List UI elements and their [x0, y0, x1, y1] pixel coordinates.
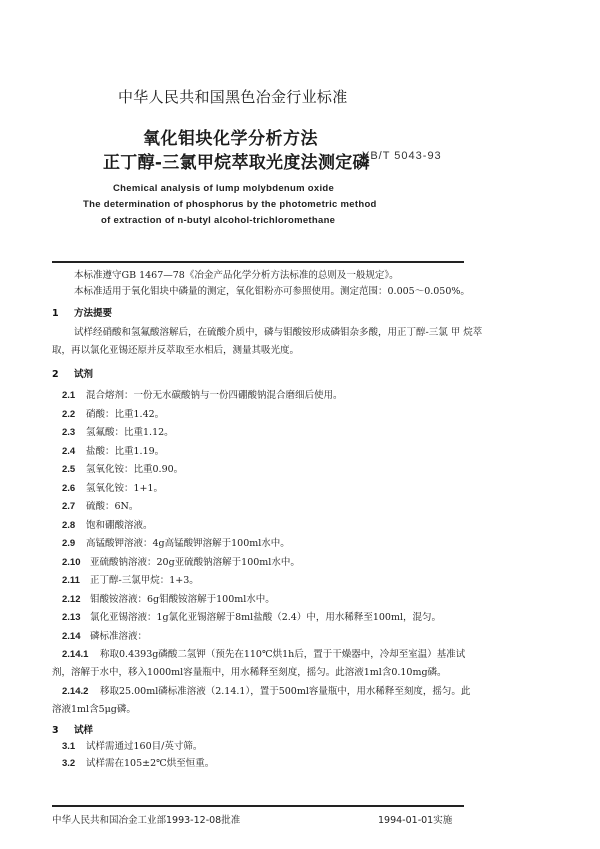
reagent-item: 2.5 氢氧化铵：比重0.90。	[62, 464, 184, 475]
section-number: 3	[52, 725, 59, 736]
reagent-item: 2.1 混合熔剂：一份无水碳酸钠与一份四硼酸钠混合磨细后使用。	[62, 390, 343, 401]
title-en-line2: The determination of phosphorus by the photometric method	[83, 199, 377, 210]
reagent-item: 2.14 磷标准溶液：	[62, 631, 148, 642]
section-title: 方法提要	[73, 308, 112, 319]
reagent-item: 2.13 氯化亚锡溶液：1g氯化亚锡溶解于8ml盐酸（2.4）中，用水稀释至100ml，混匀。	[62, 612, 442, 623]
reagent-item: 2.3 氢氟酸：比重1.12。	[62, 427, 174, 438]
reagent-subitem-line1: 2.14.1 称取0.4393g磷酸二氢钾（预先在110℃烘1h后，置于干燥器中，冷却至室温）基准试	[62, 649, 466, 660]
intro-line2: 本标准适用于氧化钼块中磷量的测定，氧化钼粉亦可参照使用。测定范围：0.005～0.050%。	[74, 286, 470, 297]
reagent-subitem-line1: 2.14.2 移取25.00ml磷标准溶液（2.14.1），置于500ml容量瓶中，用水稀释至刻度，摇匀。此	[62, 686, 471, 697]
reagent-item: 2.8 饱和硼酸溶液。	[62, 520, 153, 531]
reagent-item: 2.7 硫酸：6N。	[62, 501, 139, 512]
reagent-item: 2.12 钼酸铵溶液：6g钼酸铵溶解于100ml水中。	[62, 594, 275, 605]
title-cn-line2: 正丁醇-三氯甲烷萃取光度法测定磷	[103, 153, 370, 173]
standard-code: YB/T 5043-93	[362, 150, 442, 162]
section-number: 1	[52, 308, 59, 319]
footer-divider	[52, 805, 464, 807]
header-divider	[52, 261, 464, 263]
reagent-item: 2.4 盐酸：比重1.19。	[62, 446, 165, 457]
implementation-date: 1994-01-01实施	[378, 815, 453, 826]
title-en-line1: Chemical analysis of lump molybdenum oxide	[113, 183, 335, 194]
approval-note: 中华人民共和国冶金工业部1993-12-08批准	[52, 815, 241, 826]
section-2-heading	[52, 366, 93, 380]
reagent-item: 2.11 正丁醇-三氯甲烷：1+3。	[62, 575, 199, 586]
issuer-heading: 中华人民共和国黑色冶金行业标准	[118, 88, 348, 106]
sample-item: 3.1 试样需通过160目/英寸筛。	[62, 741, 203, 752]
section-number: 2	[52, 369, 59, 380]
section-title: 试样	[73, 725, 93, 736]
section-1-para-line1: 试样经硝酸和氢氟酸溶解后，在硫酸介质中，磷与钼酸铵形成磷钼杂多酸，用正丁醇-三氯 甲 烷萃	[74, 327, 483, 338]
title-cn-line1: 氧化钼块化学分析方法	[143, 129, 318, 149]
reagent-item: 2.9 高锰酸钾溶液：4g高锰酸钾溶解于100ml水中。	[62, 538, 290, 549]
reagent-item: 2.2 硝酸：比重1.42。	[62, 409, 165, 420]
reagent-item: 2.6 氢氧化铵：1+1。	[62, 483, 164, 494]
sample-item: 3.2 试样需在105±2℃烘至恒重。	[62, 758, 215, 769]
section-3-heading	[52, 722, 93, 736]
intro-line1: 本标准遵守GB 1467—78《冶金产品化学分析方法标准的总则及一般规定》。	[74, 270, 399, 281]
title-en-line3: of extraction of n-butyl alcohol-trichloromethane	[101, 215, 336, 226]
reagent-item: 2.10 亚硫酸钠溶液：20g亚硫酸钠溶解于100ml水中。	[62, 557, 300, 568]
reagent-subitem-line2: 溶液1ml含5μg磷。	[52, 704, 136, 715]
section-1-para-line2: 取，再以氯化亚锡还原并反萃取至水相后，测量其吸光度。	[52, 345, 300, 356]
section-title: 试剂	[73, 369, 93, 380]
section-1-heading	[52, 305, 112, 319]
reagent-subitem-line2: 剂，溶解于水中，移入1000ml容量瓶中，用水稀释至刻度，摇匀。此溶液1ml含0.10mg磷。	[52, 667, 447, 678]
